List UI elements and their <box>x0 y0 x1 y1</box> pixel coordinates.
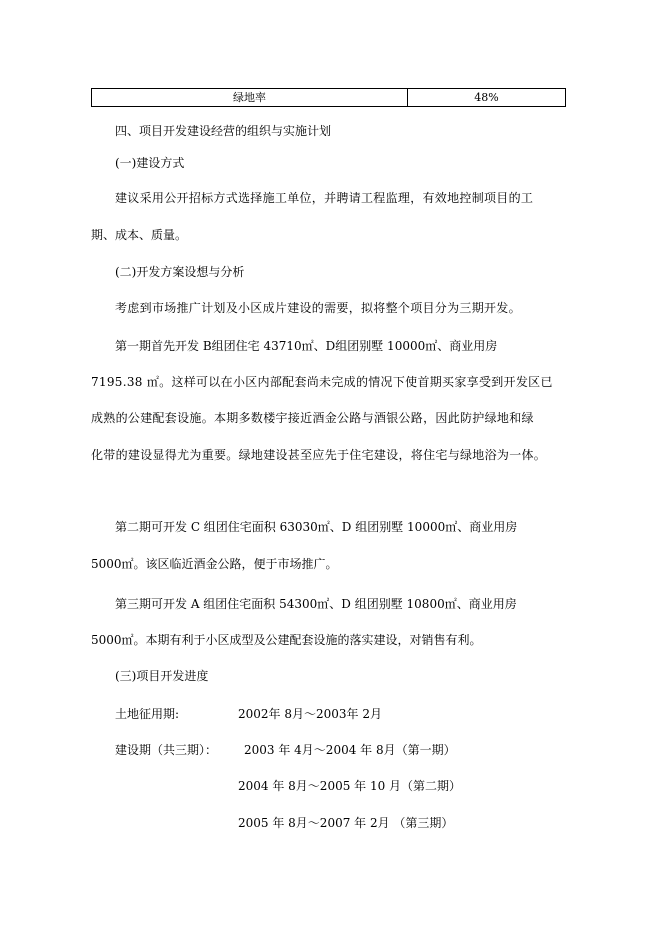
section-heading: 四、项目开发建设经营的组织与实施计划 <box>115 124 332 138</box>
green-rate-table <box>91 88 566 107</box>
paragraph-line: 化带的建设显得尤为重要。绿地建设甚至应先于住宅建设，将住宅与绿地浴为一体。 <box>91 448 547 462</box>
schedule-period: 2002年 8月～2003年 2月 <box>238 707 382 721</box>
schedule-period: 2005 年 8月～2007 年 2月 （第三期） <box>238 816 454 830</box>
paragraph-line: 第一期首先开发 B组团住宅 43710㎡、D组团别墅 10000㎡、商业用房 <box>115 339 498 353</box>
paragraph-line: 5000㎡。本期有利于小区成型及公建配套设施的落实建设，对销售有利。 <box>91 633 482 647</box>
table-cell-label: 绿地率 <box>92 89 408 107</box>
schedule-period: 2003 年 4月～2004 年 8月（第一期） <box>244 743 456 757</box>
subsection-heading: (三)项目开发进度 <box>115 669 209 683</box>
paragraph-line: 期、成本、质量。 <box>91 228 188 242</box>
subsection-heading: (一)建设方式 <box>115 156 185 170</box>
subsection-heading: (二)开发方案设想与分析 <box>115 265 245 279</box>
schedule-label: 建设期（共三期）： <box>115 743 218 757</box>
table-row <box>92 89 566 107</box>
paragraph-line: 第二期可开发 C 组团住宅面积 63030㎡、D 组团别墅 10000㎡、商业用房 <box>115 520 518 534</box>
schedule-label: 土地征用期: <box>115 707 180 721</box>
table-cell-value: 48% <box>408 89 566 107</box>
paragraph-line: 5000㎡。该区临近酒金公路，便于市场推广。 <box>91 557 338 571</box>
paragraph-line: 第三期可开发 A 组团住宅面积 54300㎡、D 组团别墅 10800㎡、商业用房 <box>115 597 517 611</box>
paragraph-line: 建议采用公开招标方式选择施工单位，并聘请工程监理，有效地控制项目的工 <box>115 191 534 205</box>
paragraph-line: 成熟的公建配套设施。本期多数楼宇接近酒金公路与酒银公路，因此防护绿地和绿 <box>91 411 534 425</box>
paragraph-line: 考虑到市场推广计划及小区成片建设的需要，拟将整个项目分为三期开发。 <box>115 301 521 315</box>
paragraph-line: 7195.38 ㎡。这样可以在小区内部配套尚未完成的情况下使首期买家享受到开发区已 <box>91 375 553 389</box>
schedule-period: 2004 年 8月～2005 年 10 月（第二期） <box>238 779 462 793</box>
